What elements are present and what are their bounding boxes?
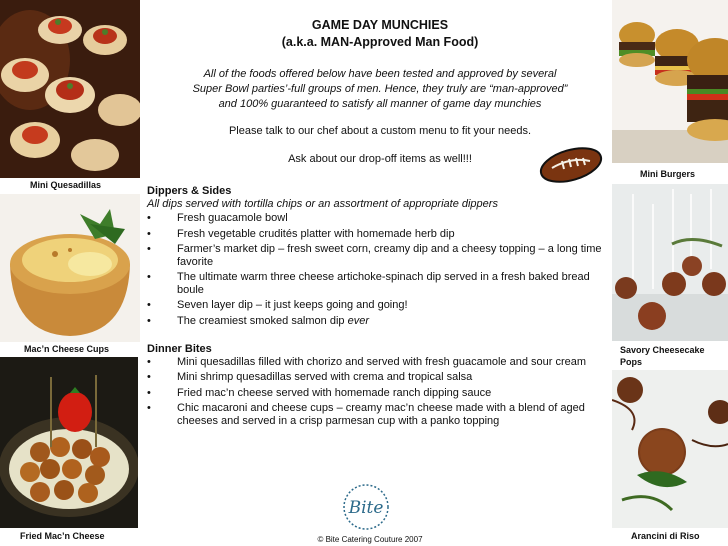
caption-cheesecake-pops-1: Savory Cheesecake bbox=[620, 345, 705, 355]
intro-line: Super Bowl parties’-full groups of men. Hence, they truly are “man-approved” bbox=[192, 83, 568, 95]
page-subtitle: (a.k.a. MAN-Approved Man Food) bbox=[281, 35, 479, 49]
dippers-title: Dippers & Sides bbox=[147, 185, 232, 197]
caption-fried-mac-cheese: Fried Mac’n Cheese bbox=[20, 531, 105, 541]
dinner-list bbox=[147, 356, 617, 428]
header bbox=[150, 17, 610, 167]
caption-cheesecake-pops-2: Pops bbox=[620, 357, 643, 367]
caption-mac-cheese-cups: Mac’n Cheese Cups bbox=[24, 344, 110, 354]
list-item bbox=[147, 315, 617, 328]
photo-arancini bbox=[612, 370, 728, 528]
page-title: GAME DAY MUNCHIES bbox=[311, 18, 449, 32]
list-item: • Chic macaroni and cheese cups – creamy mac’n cheese made with a blend of aged cheeses and served in a crisp parmesan cup with a panko topping bbox=[147, 402, 617, 427]
list-item: • Fried mac’n cheese served with homemade ranch dipping sauce bbox=[147, 387, 617, 400]
intro-line: and 100% guaranteed to satisfy all manner of game day munchies bbox=[218, 98, 542, 110]
caption-mini-quesadillas: Mini Quesadillas bbox=[30, 180, 102, 190]
bite-logo bbox=[340, 483, 392, 536]
list-item: • Farmer’s market dip – fresh sweet corn, creamy dip and a cheesy topping – a long time favorite bbox=[147, 243, 617, 268]
photo-mac-cheese-cups bbox=[0, 194, 140, 342]
logo-text: Bite bbox=[348, 498, 384, 518]
list-item: • Mini quesadillas filled with chorizo and served with fresh guacamole and sour cream bbox=[147, 356, 617, 369]
caption-arancini: Arancini di Riso bbox=[631, 531, 700, 541]
list-item-text: The creamiest smoked salmon dip bbox=[177, 314, 348, 327]
drop-off-note: Ask about our drop-off items as well!!! bbox=[288, 153, 472, 165]
list-item: • Mini shrimp quesadillas served with crema and tropical salsa bbox=[147, 371, 617, 384]
custom-menu-note: Please talk to our chef about a custom menu to fit your needs. bbox=[228, 125, 532, 137]
photo-cheesecake-pops bbox=[612, 184, 728, 341]
dippers-note: All dips served with tortilla chips or an assortment of appropriate dippers bbox=[147, 197, 498, 210]
list-item: • The ultimate warm three cheese artichoke-spinach dip served in a fresh baked bread boule bbox=[147, 271, 617, 296]
list-item: • Fresh guacamole bowl bbox=[147, 212, 617, 225]
photo-mini-burgers bbox=[612, 0, 728, 163]
copyright: © Bite Catering Couture 2007 bbox=[317, 535, 423, 544]
menu bbox=[147, 185, 617, 430]
list-item: • Fresh vegetable crudités platter with homemade herb dip bbox=[147, 228, 617, 241]
photo-fried-mac-cheese bbox=[0, 357, 138, 528]
photo-mini-quesadillas bbox=[0, 0, 140, 178]
caption-mini-burgers: Mini Burgers bbox=[640, 169, 696, 179]
list-item-emphasis: ever bbox=[347, 314, 369, 327]
list-item: • Seven layer dip – it just keeps going and going! bbox=[147, 299, 617, 312]
intro-line: All of the foods offered below have been tested and approved by several bbox=[203, 68, 557, 80]
intro-text bbox=[150, 67, 610, 112]
dinner-title: Dinner Bites bbox=[147, 343, 212, 355]
dippers-list bbox=[147, 212, 617, 327]
